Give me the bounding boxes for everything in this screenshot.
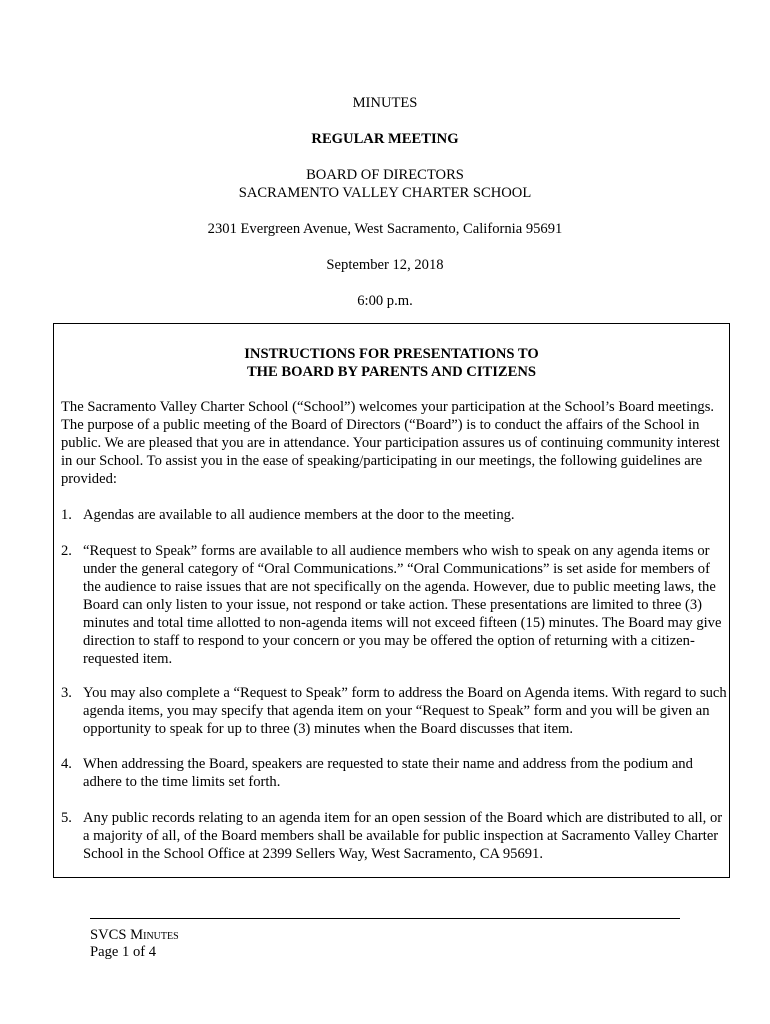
guideline-number: 5.	[61, 810, 72, 826]
guideline-number: 2.	[61, 543, 72, 559]
footer-page-number: Page 1 of 4	[90, 944, 157, 960]
guideline-item	[61, 755, 729, 791]
instructions-intro: The Sacramento Valley Charter School (“School”) welcomes your participation at the School’s Board meetings. The purpose of a public meeting of the Board of Directors (“Board”) is to conduct the affairs of the School in public. We are pleased that you are in attendance. Your participation assures us of continuing community interest in our School. To assist you in the ease of speaking/participating in our meetings, the following guidelines are provided:	[61, 399, 720, 487]
instructions-title-line1: INSTRUCTIONS FOR PRESENTATIONS TO	[244, 346, 539, 362]
guideline-item	[61, 684, 729, 738]
guideline-text: Any public records relating to an agenda item for an open session of the Board which are distributed to all, or a majority of all, of the Board members shall be available for public inspection at Sacramento Valley Charter School in the School Office at 2399 Sellers Way, West Sacramento, CA 95691.	[83, 810, 723, 862]
footer-divider	[90, 918, 680, 919]
meeting-date: September 12, 2018	[326, 257, 444, 273]
guideline-text: “Request to Speak” forms are available to all audience members who wish to speak on any agenda items or under the general category of “Oral Communications.” “Oral Communications” is set aside for members of the audience to raise issues that are not specifically on the agenda. However, due to public meeting laws, the Board can only listen to your issue, not respond or take action. These presentations are limited to three (3) minutes and total time allotted to non-agenda items will not exceed fifteen (15) minutes. The Board may give direction to staff to respond to your concern or you may be offered the option of returning with a citizen-requested item.	[83, 543, 722, 667]
instructions-title-line2: THE BOARD BY PARENTS AND CITIZENS	[246, 364, 537, 380]
board-name: BOARD OF DIRECTORS	[306, 167, 464, 183]
meeting-type: REGULAR MEETING	[311, 131, 459, 147]
meeting-time: 6:00 p.m.	[357, 293, 413, 309]
guideline-item	[61, 542, 729, 668]
guideline-text: Agendas are available to all audience members at the door to the meeting.	[83, 507, 515, 523]
minutes-heading: MINUTES	[352, 95, 418, 111]
footer-doc-label: SVCS Minutes	[90, 927, 179, 943]
guideline-item	[61, 809, 729, 863]
guideline-item	[61, 506, 729, 524]
guideline-number: 3.	[61, 685, 72, 701]
guideline-text: You may also complete a “Request to Speak” form to address the Board on Agenda items. With regard to such agenda items, you may specify that agenda item on your “Request to Speak” form and you will be given an opportunity to speak for up to three (3) minutes when the Board discusses that item.	[83, 685, 727, 737]
instructions-box	[53, 323, 730, 878]
school-name: SACRAMENTO VALLEY CHARTER SCHOOL	[238, 185, 532, 201]
guideline-text: When addressing the Board, speakers are requested to state their name and address from the podium and adhere to the time limits set forth.	[83, 756, 693, 790]
meeting-address: 2301 Evergreen Avenue, West Sacramento, California 95691	[207, 221, 563, 237]
guideline-number: 4.	[61, 756, 72, 772]
guideline-number: 1.	[61, 507, 72, 523]
